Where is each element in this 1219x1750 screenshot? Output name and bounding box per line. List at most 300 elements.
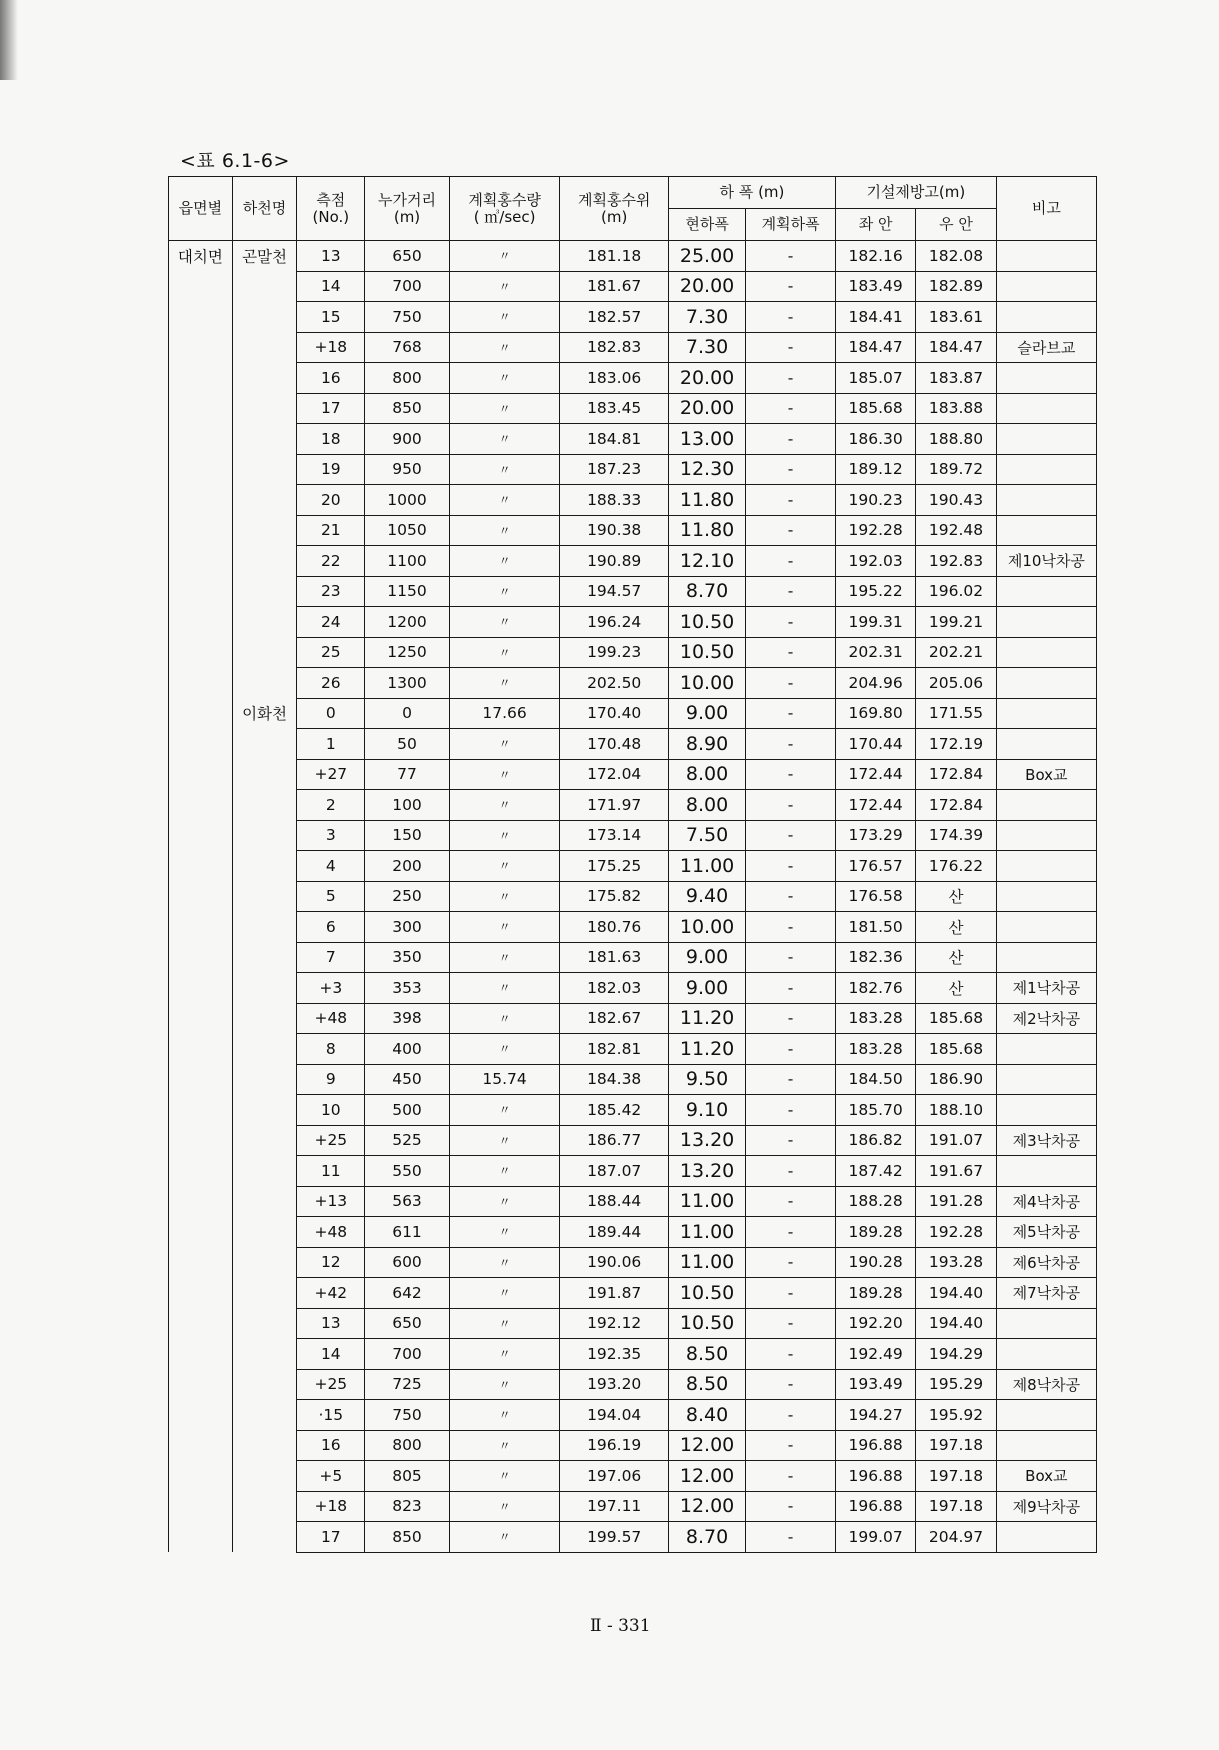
cell-note: 제10낙차공	[996, 546, 1096, 577]
cell-flow: 〃	[449, 637, 560, 668]
cell-width-plan: -	[746, 424, 836, 455]
cell-levee-right: 205.06	[916, 668, 996, 699]
cell-levee-right: 산	[916, 942, 996, 973]
cell-width-current: 11.80	[668, 485, 745, 516]
cell-level: 182.03	[560, 973, 669, 1004]
cell-levee-right: 183.61	[916, 302, 996, 333]
cell-levee-left: 196.88	[835, 1430, 915, 1461]
cell-flow: 〃	[449, 454, 560, 485]
cell-levee-left: 192.03	[835, 546, 915, 577]
header-width-group: 하 폭 (m)	[668, 177, 835, 209]
cell-width-plan: -	[746, 1156, 836, 1187]
cell-level: 184.38	[560, 1064, 669, 1095]
header-levee-group: 기설제방고(m)	[835, 177, 996, 209]
cell-width-current: 11.20	[668, 1034, 745, 1065]
cell-width-current: 7.50	[668, 820, 745, 851]
cell-distance: 600	[365, 1247, 450, 1278]
cell-levee-left: 176.58	[835, 881, 915, 912]
cell-width-current: 25.00	[668, 241, 745, 272]
cell-levee-left: 184.47	[835, 332, 915, 363]
cell-distance: 525	[365, 1125, 450, 1156]
cell-width-current: 9.00	[668, 698, 745, 729]
cell-station: 21	[297, 515, 365, 546]
header-region: 읍면별	[169, 177, 233, 241]
cell-level: 180.76	[560, 912, 669, 943]
table-row	[169, 942, 1097, 973]
cell-levee-left: 181.50	[835, 912, 915, 943]
cell-flow: 〃	[449, 759, 560, 790]
cell-distance: 350	[365, 942, 450, 973]
cell-level: 186.77	[560, 1125, 669, 1156]
cell-note: 제5낙차공	[996, 1217, 1096, 1248]
cell-level: 171.97	[560, 790, 669, 821]
cell-levee-right: 186.90	[916, 1064, 996, 1095]
cell-width-current: 12.00	[668, 1430, 745, 1461]
cell-level: 188.33	[560, 485, 669, 516]
cell-levee-right: 171.55	[916, 698, 996, 729]
header-width-current: 현하폭	[668, 209, 745, 241]
cell-station: +27	[297, 759, 365, 790]
cell-flow: 〃	[449, 332, 560, 363]
cell-levee-left: 186.30	[835, 424, 915, 455]
cell-flow: 〃	[449, 1400, 560, 1431]
cell-note	[996, 912, 1096, 943]
cell-level: 197.06	[560, 1461, 669, 1492]
cell-note	[996, 881, 1096, 912]
cell-note	[996, 790, 1096, 821]
cell-width-plan: -	[746, 973, 836, 1004]
cell-note: 제2낙차공	[996, 1003, 1096, 1034]
table-row	[169, 1034, 1097, 1065]
cell-width-current: 8.90	[668, 729, 745, 760]
table-row	[169, 1095, 1097, 1126]
cell-levee-right: 183.87	[916, 363, 996, 394]
cell-levee-left: 192.28	[835, 515, 915, 546]
cell-levee-right: 191.07	[916, 1125, 996, 1156]
cell-level: 187.07	[560, 1156, 669, 1187]
table-row	[169, 1217, 1097, 1248]
cell-distance: 805	[365, 1461, 450, 1492]
cell-note	[996, 820, 1096, 851]
cell-levee-left: 196.88	[835, 1491, 915, 1522]
cell-levee-left: 176.57	[835, 851, 915, 882]
cell-distance: 750	[365, 302, 450, 333]
cell-station: 22	[297, 546, 365, 577]
table-row	[169, 668, 1097, 699]
cell-distance: 450	[365, 1064, 450, 1095]
cell-note	[996, 698, 1096, 729]
cell-levee-right: 190.43	[916, 485, 996, 516]
cell-distance: 1050	[365, 515, 450, 546]
cell-note: 제9낙차공	[996, 1491, 1096, 1522]
cell-width-current: 10.50	[668, 1278, 745, 1309]
cell-distance: 1000	[365, 485, 450, 516]
cell-level: 190.06	[560, 1247, 669, 1278]
cell-flow: 〃	[449, 1034, 560, 1065]
cell-note: 슬라브교	[996, 332, 1096, 363]
cell-station: 4	[297, 851, 365, 882]
cell-levee-right: 산	[916, 881, 996, 912]
cell-station: 15	[297, 302, 365, 333]
cell-width-plan: -	[746, 393, 836, 424]
cell-width-plan: -	[746, 1522, 836, 1553]
cell-flow: 〃	[449, 729, 560, 760]
cell-level: 190.89	[560, 546, 669, 577]
cell-station: +25	[297, 1369, 365, 1400]
cell-level: 197.11	[560, 1491, 669, 1522]
cell-levee-right: 204.97	[916, 1522, 996, 1553]
cell-distance: 398	[365, 1003, 450, 1034]
cell-station: 2	[297, 790, 365, 821]
cell-station: +13	[297, 1186, 365, 1217]
cell-flow: 〃	[449, 576, 560, 607]
cell-station: 1	[297, 729, 365, 760]
cell-levee-right: 184.47	[916, 332, 996, 363]
cell-distance: 850	[365, 1522, 450, 1553]
table-row	[169, 1400, 1097, 1431]
cell-levee-right: 193.28	[916, 1247, 996, 1278]
table-row	[169, 729, 1097, 760]
cell-level: 185.42	[560, 1095, 669, 1126]
table-body	[169, 241, 1097, 1553]
cell-width-plan: -	[746, 1491, 836, 1522]
cell-distance: 1150	[365, 576, 450, 607]
cell-flow: 〃	[449, 1430, 560, 1461]
cell-levee-right: 188.10	[916, 1095, 996, 1126]
cell-station: 24	[297, 607, 365, 638]
cell-note	[996, 1430, 1096, 1461]
cell-flow: 〃	[449, 1461, 560, 1492]
cell-flow: 〃	[449, 1278, 560, 1309]
cell-level: 193.20	[560, 1369, 669, 1400]
table-row	[169, 546, 1097, 577]
cell-distance: 700	[365, 1339, 450, 1370]
cell-station: 16	[297, 1430, 365, 1461]
cell-note	[996, 241, 1096, 272]
table-row	[169, 424, 1097, 455]
cell-width-plan: -	[746, 1003, 836, 1034]
cell-levee-right: 182.89	[916, 271, 996, 302]
cell-width-current: 12.00	[668, 1461, 745, 1492]
cell-station: 17	[297, 393, 365, 424]
cell-levee-left: 185.07	[835, 363, 915, 394]
cell-flow: 〃	[449, 607, 560, 638]
cell-note: 제8낙차공	[996, 1369, 1096, 1400]
cell-station: 13	[297, 241, 365, 272]
cell-station: ·15	[297, 1400, 365, 1431]
cell-width-plan: -	[746, 1430, 836, 1461]
cell-level: 194.04	[560, 1400, 669, 1431]
cell-level: 192.12	[560, 1308, 669, 1339]
cell-station: +18	[297, 332, 365, 363]
cell-level: 188.44	[560, 1186, 669, 1217]
cell-distance: 850	[365, 393, 450, 424]
cell-width-plan: -	[746, 912, 836, 943]
cell-flow: 〃	[449, 1247, 560, 1278]
cell-width-plan: -	[746, 1125, 836, 1156]
table-row	[169, 698, 1097, 729]
cell-distance: 50	[365, 729, 450, 760]
cell-levee-left: 202.31	[835, 637, 915, 668]
header-note: 비고	[996, 177, 1096, 241]
cell-note	[996, 454, 1096, 485]
cell-levee-left: 172.44	[835, 790, 915, 821]
table-row	[169, 637, 1097, 668]
cell-levee-right: 185.68	[916, 1034, 996, 1065]
cell-station: +48	[297, 1217, 365, 1248]
cell-level: 196.24	[560, 607, 669, 638]
cell-width-plan: -	[746, 1369, 836, 1400]
cell-level: 181.63	[560, 942, 669, 973]
cell-levee-left: 199.07	[835, 1522, 915, 1553]
cell-width-plan: -	[746, 1247, 836, 1278]
cell-station: 19	[297, 454, 365, 485]
cell-level: 191.87	[560, 1278, 669, 1309]
cell-distance: 611	[365, 1217, 450, 1248]
cell-note	[996, 1156, 1096, 1187]
cell-width-current: 7.30	[668, 302, 745, 333]
cell-distance: 200	[365, 851, 450, 882]
cell-width-current: 13.00	[668, 424, 745, 455]
cell-width-plan: -	[746, 1217, 836, 1248]
cell-level: 192.35	[560, 1339, 669, 1370]
cell-levee-left: 173.29	[835, 820, 915, 851]
table-row	[169, 1369, 1097, 1400]
cell-levee-left: 183.49	[835, 271, 915, 302]
cell-note	[996, 1034, 1096, 1065]
cell-width-current: 12.00	[668, 1491, 745, 1522]
cell-station: 10	[297, 1095, 365, 1126]
cell-note	[996, 576, 1096, 607]
cell-distance: 700	[365, 271, 450, 302]
stream-cell: 이화천	[232, 698, 297, 1552]
cell-levee-left: 182.36	[835, 942, 915, 973]
cell-levee-left: 183.28	[835, 1034, 915, 1065]
cell-level: 182.57	[560, 302, 669, 333]
cell-distance: 400	[365, 1034, 450, 1065]
cell-levee-left: 204.96	[835, 668, 915, 699]
cell-levee-right: 194.40	[916, 1308, 996, 1339]
cell-station: +5	[297, 1461, 365, 1492]
flood-plan-table	[168, 176, 1097, 1553]
cell-flow: 〃	[449, 302, 560, 333]
cell-levee-right: 189.72	[916, 454, 996, 485]
cell-note	[996, 1308, 1096, 1339]
cell-flow: 〃	[449, 1308, 560, 1339]
cell-level: 202.50	[560, 668, 669, 699]
cell-flow: 〃	[449, 973, 560, 1004]
cell-levee-left: 189.28	[835, 1278, 915, 1309]
cell-note: Box교	[996, 1461, 1096, 1492]
cell-note	[996, 729, 1096, 760]
cell-distance: 250	[365, 881, 450, 912]
cell-levee-left: 187.42	[835, 1156, 915, 1187]
cell-levee-left: 196.88	[835, 1461, 915, 1492]
cell-levee-right: 192.48	[916, 515, 996, 546]
cell-width-current: 9.00	[668, 942, 745, 973]
cell-station: 18	[297, 424, 365, 455]
cell-level: 194.57	[560, 576, 669, 607]
cell-distance: 77	[365, 759, 450, 790]
cell-distance: 725	[365, 1369, 450, 1400]
cell-width-current: 8.70	[668, 576, 745, 607]
cell-levee-right: 188.80	[916, 424, 996, 455]
cell-distance: 800	[365, 363, 450, 394]
scan-edge-shadow	[0, 0, 18, 80]
cell-level: 183.45	[560, 393, 669, 424]
cell-width-plan: -	[746, 1278, 836, 1309]
cell-width-plan: -	[746, 241, 836, 272]
cell-levee-right: 174.39	[916, 820, 996, 851]
cell-width-current: 11.00	[668, 1186, 745, 1217]
cell-levee-left: 192.49	[835, 1339, 915, 1370]
cell-level: 182.67	[560, 1003, 669, 1034]
cell-width-current: 12.30	[668, 454, 745, 485]
cell-width-plan: -	[746, 1034, 836, 1065]
cell-width-plan: -	[746, 729, 836, 760]
cell-level: 181.67	[560, 271, 669, 302]
table-row	[169, 485, 1097, 516]
table-row	[169, 1125, 1097, 1156]
cell-width-plan: -	[746, 607, 836, 638]
cell-width-plan: -	[746, 637, 836, 668]
cell-flow: 〃	[449, 1186, 560, 1217]
cell-levee-left: 194.27	[835, 1400, 915, 1431]
cell-width-current: 10.50	[668, 1308, 745, 1339]
table-row	[169, 1064, 1097, 1095]
cell-note	[996, 637, 1096, 668]
cell-levee-right: 176.22	[916, 851, 996, 882]
cell-level: 173.14	[560, 820, 669, 851]
cell-station: 9	[297, 1064, 365, 1095]
cell-width-plan: -	[746, 576, 836, 607]
cell-flow: 〃	[449, 424, 560, 455]
cell-width-current: 7.30	[668, 332, 745, 363]
cell-station: +25	[297, 1125, 365, 1156]
table-caption: <표 6.1-6>	[180, 150, 290, 172]
cell-note	[996, 942, 1096, 973]
cell-levee-right: 194.40	[916, 1278, 996, 1309]
cell-levee-left: 185.68	[835, 393, 915, 424]
cell-flow: 〃	[449, 881, 560, 912]
cell-width-current: 8.00	[668, 759, 745, 790]
cell-levee-left: 195.22	[835, 576, 915, 607]
cell-level: 170.48	[560, 729, 669, 760]
cell-levee-right: 202.21	[916, 637, 996, 668]
cell-levee-left: 182.76	[835, 973, 915, 1004]
cell-flow: 〃	[449, 393, 560, 424]
cell-levee-right: 196.02	[916, 576, 996, 607]
cell-levee-left: 188.28	[835, 1186, 915, 1217]
cell-level: 175.82	[560, 881, 669, 912]
cell-distance: 650	[365, 241, 450, 272]
header-level: 계획홍수위 (m)	[560, 177, 669, 241]
cell-width-plan: -	[746, 1186, 836, 1217]
cell-level: 199.23	[560, 637, 669, 668]
cell-distance: 353	[365, 973, 450, 1004]
cell-width-current: 9.00	[668, 973, 745, 1004]
header-stream: 하천명	[232, 177, 297, 241]
header-distance: 누가거리 (m)	[365, 177, 450, 241]
cell-level: 196.19	[560, 1430, 669, 1461]
cell-flow: 〃	[449, 1003, 560, 1034]
cell-levee-right: 191.67	[916, 1156, 996, 1187]
cell-distance: 642	[365, 1278, 450, 1309]
cell-distance: 650	[365, 1308, 450, 1339]
cell-distance: 750	[365, 1400, 450, 1431]
cell-width-current: 9.10	[668, 1095, 745, 1126]
cell-note	[996, 271, 1096, 302]
table-row	[169, 790, 1097, 821]
table-row	[169, 1491, 1097, 1522]
cell-station: 7	[297, 942, 365, 973]
cell-station: 26	[297, 668, 365, 699]
cell-levee-left: 199.31	[835, 607, 915, 638]
table-row	[169, 912, 1097, 943]
cell-width-plan: -	[746, 851, 836, 882]
cell-note	[996, 424, 1096, 455]
cell-width-current: 8.50	[668, 1339, 745, 1370]
cell-level: 170.40	[560, 698, 669, 729]
cell-station: 16	[297, 363, 365, 394]
cell-levee-right: 182.08	[916, 241, 996, 272]
cell-distance: 800	[365, 1430, 450, 1461]
cell-levee-right: 172.19	[916, 729, 996, 760]
table-row	[169, 302, 1097, 333]
cell-levee-right: 194.29	[916, 1339, 996, 1370]
cell-levee-right: 199.21	[916, 607, 996, 638]
cell-width-current: 9.50	[668, 1064, 745, 1095]
cell-note: Box교	[996, 759, 1096, 790]
cell-level: 187.23	[560, 454, 669, 485]
cell-levee-right: 172.84	[916, 790, 996, 821]
cell-width-current: 8.40	[668, 1400, 745, 1431]
cell-note	[996, 668, 1096, 699]
cell-width-plan: -	[746, 332, 836, 363]
cell-flow: 〃	[449, 1156, 560, 1187]
cell-width-plan: -	[746, 790, 836, 821]
cell-station: 25	[297, 637, 365, 668]
cell-levee-left: 192.20	[835, 1308, 915, 1339]
cell-note: 제4낙차공	[996, 1186, 1096, 1217]
table-row	[169, 1278, 1097, 1309]
cell-distance: 1100	[365, 546, 450, 577]
table-row	[169, 393, 1097, 424]
cell-note	[996, 515, 1096, 546]
table-row	[169, 759, 1097, 790]
cell-flow: 〃	[449, 1491, 560, 1522]
cell-levee-right: 197.18	[916, 1461, 996, 1492]
header-station: 측점 (No.)	[297, 177, 365, 241]
cell-distance: 823	[365, 1491, 450, 1522]
cell-width-current: 10.00	[668, 668, 745, 699]
cell-station: 23	[297, 576, 365, 607]
cell-width-current: 10.00	[668, 912, 745, 943]
cell-station: 6	[297, 912, 365, 943]
cell-note	[996, 302, 1096, 333]
header-width-plan: 계획하폭	[746, 209, 836, 241]
cell-level: 199.57	[560, 1522, 669, 1553]
cell-note	[996, 1522, 1096, 1553]
cell-station: 0	[297, 698, 365, 729]
cell-distance: 1250	[365, 637, 450, 668]
cell-width-plan: -	[746, 363, 836, 394]
table-row	[169, 1522, 1097, 1553]
cell-width-plan: -	[746, 1461, 836, 1492]
cell-levee-left: 170.44	[835, 729, 915, 760]
cell-flow: 〃	[449, 1339, 560, 1370]
cell-level: 189.44	[560, 1217, 669, 1248]
